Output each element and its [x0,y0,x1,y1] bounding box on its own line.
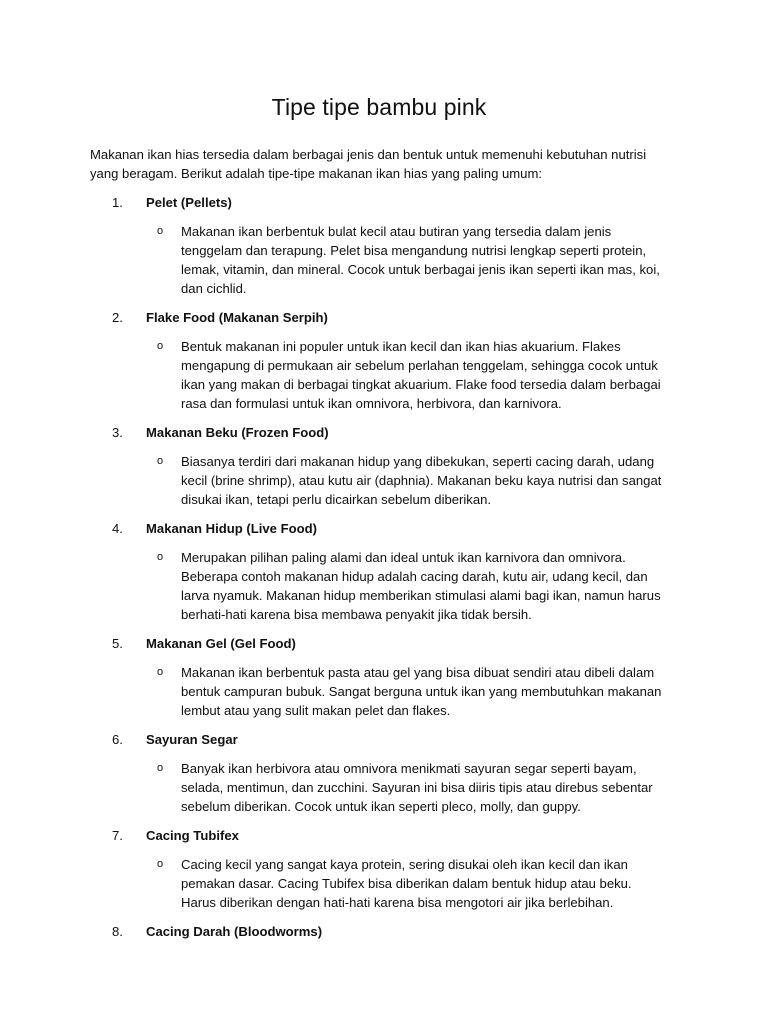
list-item-text: Banyak ikan herbivora atau omnivora menikmati sayuran segar seperti bayam, selada, mentimun, dan zucchini. Sayuran ini bisa diiris tipis atau direbus sebentar sebelum diberikan. Cocok untuk ikan seperti pleco, molly, dan guppy. [181,761,653,814]
list-item-title: Cacing Darah (Bloodworms) [146,924,323,939]
list-item-heading [90,634,668,653]
circle-bullet-icon: o [157,666,164,678]
circle-bullet-icon: o [157,455,164,467]
list-item-title: Makanan Gel (Gel Food) [146,636,296,651]
list-item-heading [90,423,668,442]
food-type-list [90,193,668,941]
circle-bullet-icon: o [157,551,164,563]
list-item-text: Cacing kecil yang sangat kaya protein, sering disukai oleh ikan kecil dan ikan pemakan dasar. Cacing Tubifex bisa diberikan dalam bentuk hidup atau beku. Harus diberikan dengan hati-hati karena bisa mengotori air jika berlebihan. [181,857,632,910]
list-item-heading [90,193,668,212]
list-item-title: Cacing Tubifex [146,828,239,843]
list-item [90,519,668,624]
list-item-title: Pelet (Pellets) [146,195,232,210]
page-title: Tipe tipe bambu pink [271,94,487,120]
list-item-number: 8. [112,924,123,939]
list-item-description [90,548,668,624]
list-item-title: Sayuran Segar [146,732,238,747]
list-item [90,730,668,816]
list-item-heading [90,826,668,845]
list-item [90,922,668,941]
list-item-number: 5. [112,636,123,651]
circle-bullet-icon: o [157,762,164,774]
list-item-number: 2. [112,310,123,325]
list-item-text: Merupakan pilihan paling alami dan ideal untuk ikan karnivora dan omnivora. Beberapa contoh makanan hidup adalah cacing darah, kutu air, udang kecil, dan larva nyamuk. Makanan hidup memberikan stimulasi alami bagi ikan, namun harus berhati-hati karena bisa membawa penyakit jika tidak bersih. [181,550,661,622]
list-item-number: 4. [112,521,123,536]
list-item-description [90,759,668,816]
list-item [90,423,668,509]
list-item-description [90,222,668,298]
list-item-text: Biasanya terdiri dari makanan hidup yang dibekukan, seperti cacing darah, udang kecil (brine shrimp), atau kutu air (daphnia). Makanan beku kaya nutrisi dan sangat disukai ikan, tetapi perlu dicairkan sebelum diberikan. [181,454,662,507]
list-item-description [90,452,668,509]
list-item-text: Bentuk makanan ini populer untuk ikan kecil dan ikan hias akuarium. Flakes mengapung di permukaan air sebelum perlahan tenggelam, sehingga cocok untuk ikan yang makan di berbagai tingkat akuarium. Flake food tersedia dalam berbagai rasa dan formulasi untuk ikan omnivora, herbivora, dan karnivora. [181,339,661,411]
list-item [90,826,668,912]
list-item-heading [90,308,668,327]
intro-paragraph: Makanan ikan hias tersedia dalam berbagai jenis dan bentuk untuk memenuhi kebutuhan nutrisi yang beragam. Berikut adalah tipe-tipe makanan ikan hias yang paling umum: [90,147,647,181]
circle-bullet-icon: o [157,340,164,352]
list-item-number: 6. [112,732,123,747]
list-item [90,193,668,298]
list-item-description [90,337,668,413]
list-item-title: Flake Food (Makanan Serpih) [146,310,328,325]
circle-bullet-icon: o [157,225,164,237]
circle-bullet-icon: o [157,858,164,870]
list-item [90,308,668,413]
list-item-description [90,663,668,720]
list-item-title: Makanan Beku (Frozen Food) [146,425,329,440]
list-item-description [90,855,668,912]
list-item-title: Makanan Hidup (Live Food) [146,521,317,536]
list-item-text: Makanan ikan berbentuk pasta atau gel yang bisa dibuat sendiri atau dibeli dalam bentuk campuran bubuk. Sangat berguna untuk ikan yang membutuhkan makanan lembut atau yang sulit makan pelet dan flakes. [181,665,662,718]
list-item-heading [90,730,668,749]
list-item-number: 1. [112,195,123,210]
list-item-heading [90,519,668,538]
list-item-heading [90,922,668,941]
list-item-number: 7. [112,828,123,843]
list-item-number: 3. [112,425,123,440]
list-item-text: Makanan ikan berbentuk bulat kecil atau butiran yang tersedia dalam jenis tenggelam dan terapung. Pelet bisa mengandung nutrisi lengkap seperti protein, lemak, vitamin, dan mineral. Cocok untuk berbagai jenis ikan seperti ikan mas, koi, dan cichlid. [181,224,660,296]
list-item [90,634,668,720]
